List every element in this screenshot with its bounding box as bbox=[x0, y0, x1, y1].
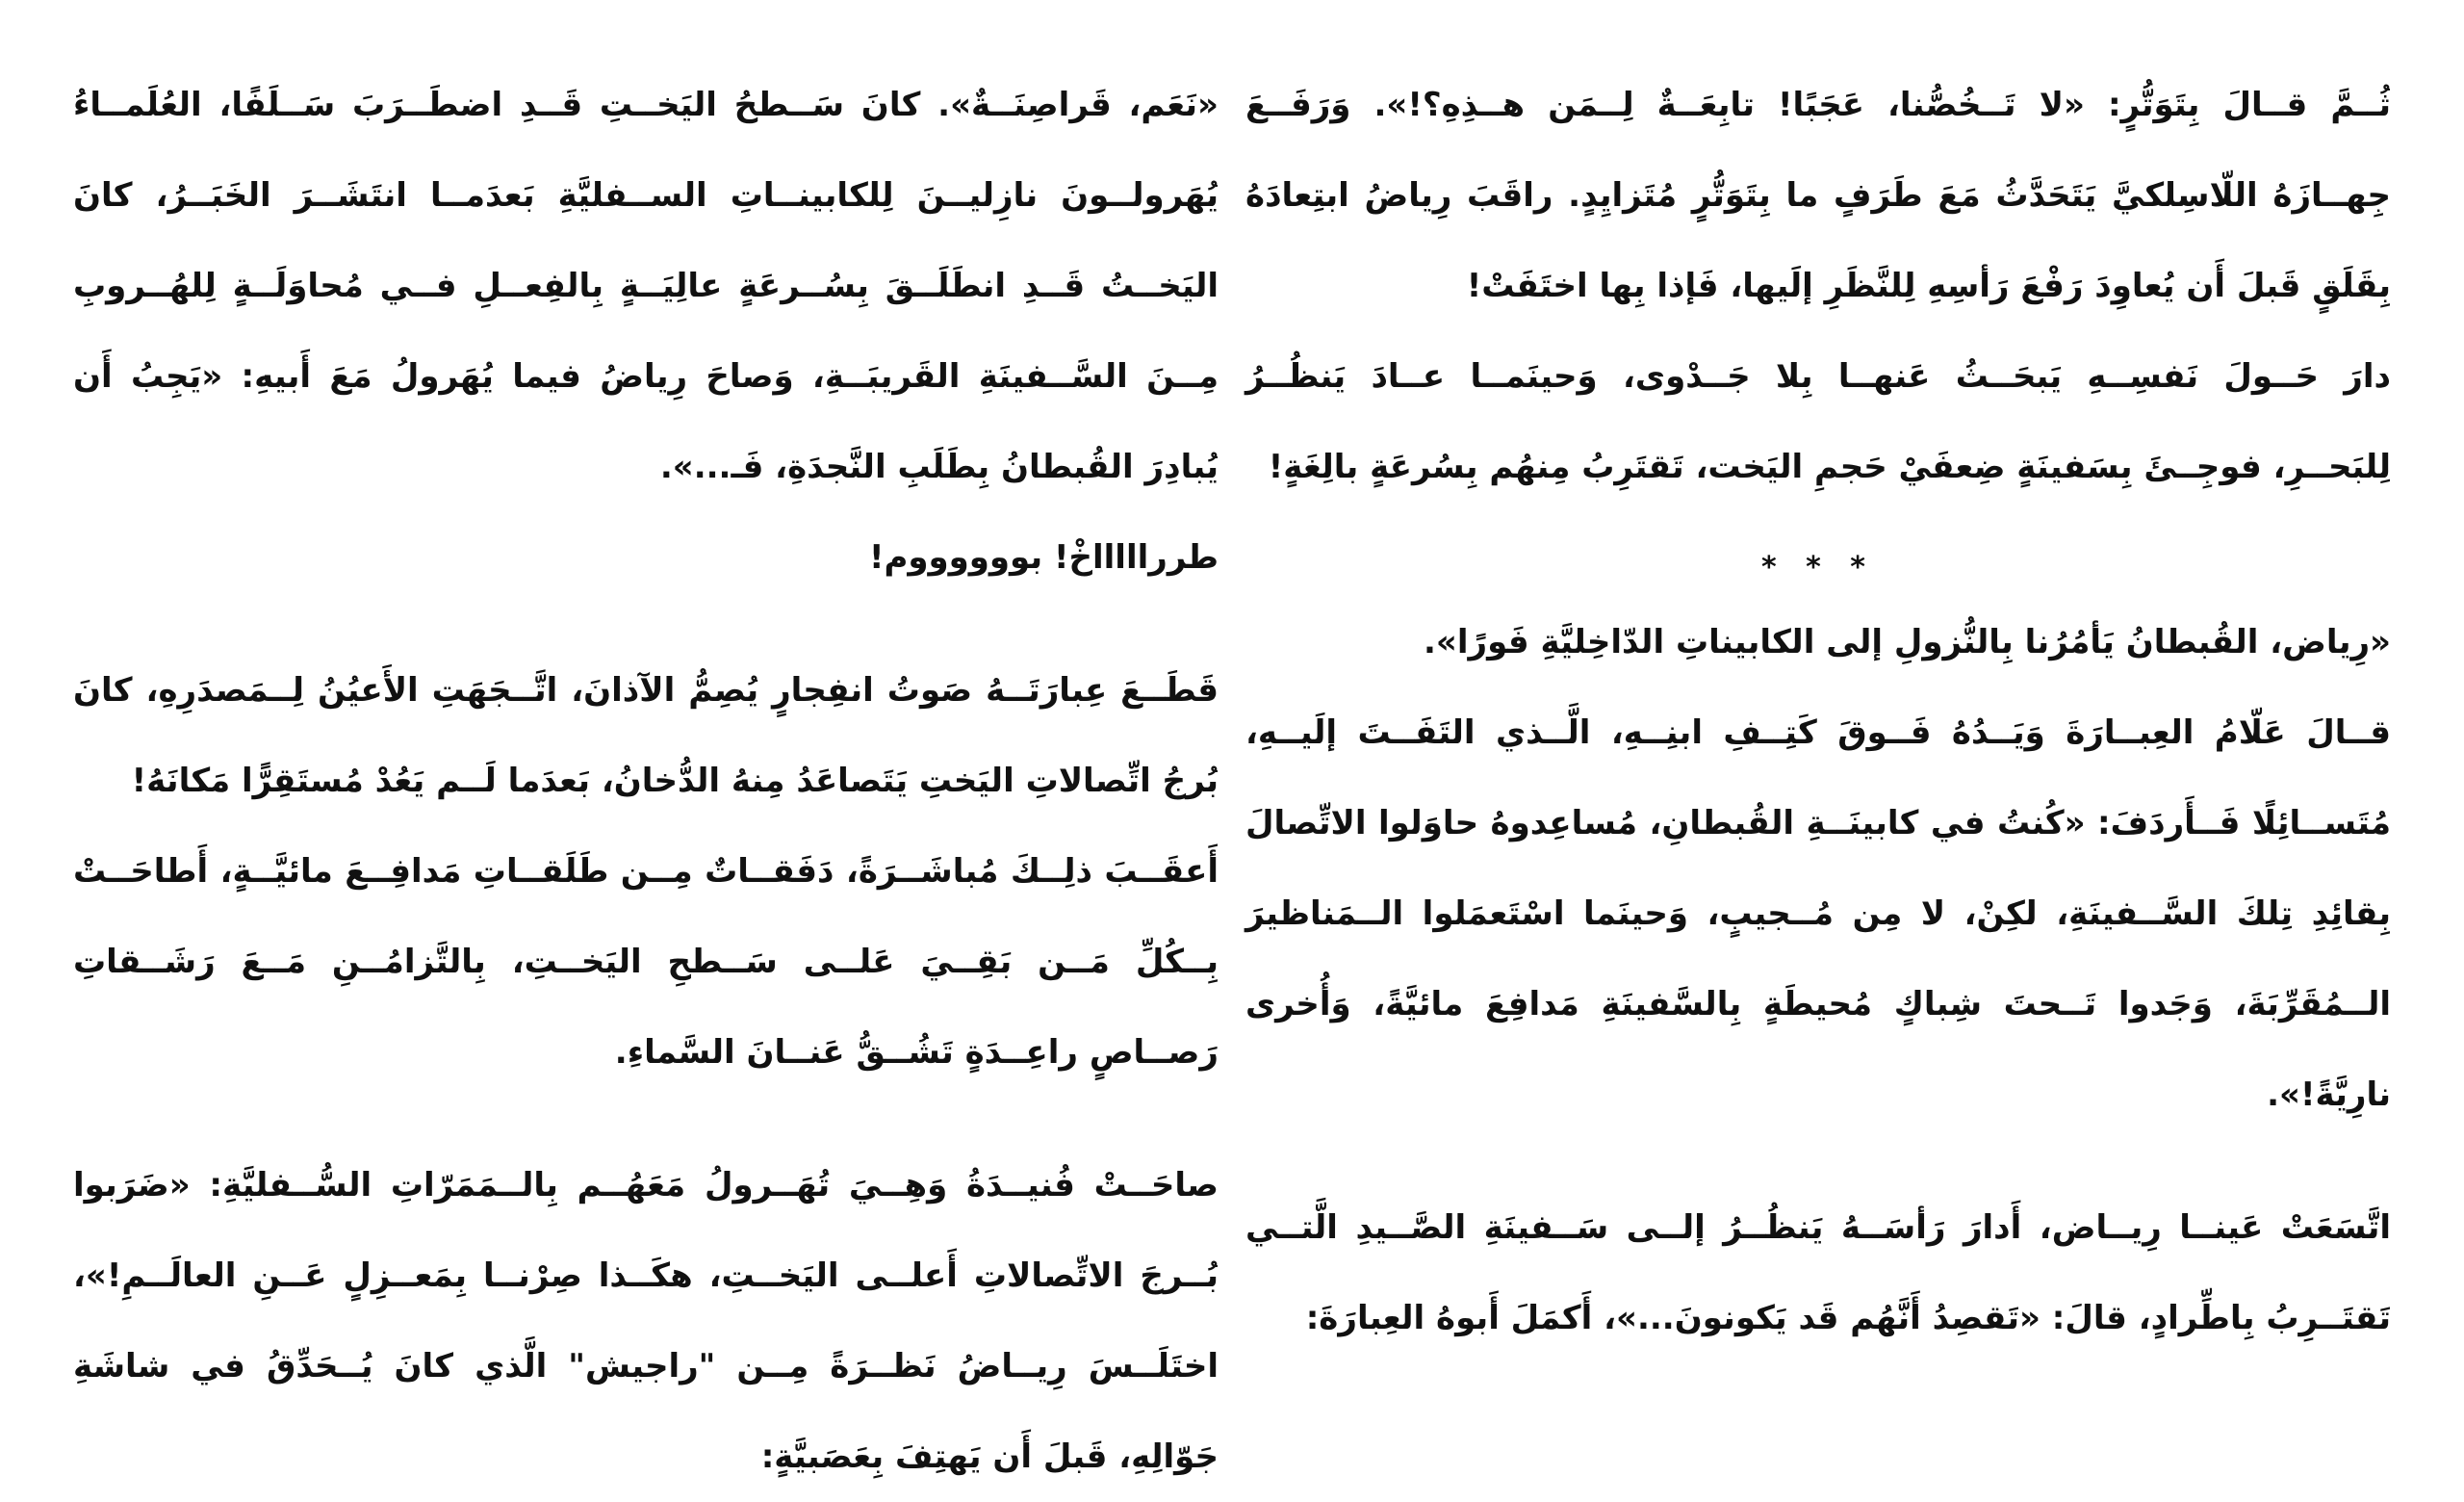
spacer bbox=[1245, 512, 2391, 539]
paragraph: «نَعَم، قَراصِنَــةٌ». كانَ سَــطحُ اليَخــتِ قَــدِ اضطَــرَبَ سَــلَفًا، العُلَمــاءُ يُهَرولــونَ نازِليــنَ لِلكابينــاتِ الســفليَّةِ بَعدَمــا انتَشَــرَ الخَبَــرُ، كانَ اليَخــتُ قَــدِ انطَلَــقَ بِسُــرعَةٍ عالِيَــةٍ بِالفِعــلِ فــي مُحاوَلَــةٍ لِلهُــروبِ مِــنَ السَّــفينَةِ القَريبَــةِ، وَصاحَ رِياضُ فيما يُهَرولُ مَعَ أَبيهِ: «يَجِبُ أَن يُبادِرَ القُبطانُ بِطَلَبِ النَّجدَةِ، فَـ...». bbox=[73, 86, 1219, 486]
spacer bbox=[73, 1098, 1219, 1140]
paragraph: طرراااااخْ! بووووووم! bbox=[868, 538, 1219, 577]
paragraph: قــالَ عَلّامُ العِبــارَةَ وَيَــدُهُ فَــوقَ كَتِــفِ ابنِــهِ، الَّــذي التَفَــتَ إلَيــهِ، مُتَســائِلًا فَــأَردَفَ: «كُنتُ في كابينَــةِ القُبطانِ، مُساعِدوهُ حاوَلوا الاتِّصالَ بِقائِدِ تِلكَ السَّــفينَةِ، لكِنْ، لا مِن مُــجيبٍ، وَحينَما اسْتَعمَلوا الــمَناظيرَ الــمُقَرِّبَةَ، وَجَدوا تَــحتَ شِباكٍ مُحيطَةٍ بِالسَّفينَةِ مَدافِعَ مائيَّةً، وَأُخرى نارِيَّةً!». bbox=[1245, 713, 2391, 1114]
paragraph: ثُــمَّ قــالَ بِتَوَتُّرٍ: «لا تَــخُصُّنا، عَجَبًا! تابِعَــةٌ لِــمَن هــذِهِ؟!». وَرَفَــعَ جِهــازَهُ اللّاسِلكيَّ يَتَحَدَّثُ مَعَ طَرَفٍ ما بِتَوَتُّرٍ مُتَزايِدٍ. راقَبَ رِياضُ ابتِعادَهُ بِقَلَقٍ قَبلَ أَن يُعاوِدَ رَفْعَ رَأسِهِ لِلنَّظَرِ إلَيها، فَإذا بِها اختَفَتْ! bbox=[1245, 86, 2391, 305]
left-column bbox=[73, 60, 1219, 1476]
paragraph: صاحَــتْ فُنيــدَةُ وَهِــيَ تُهَــرولُ مَعَهُــم بِالــمَمَرّاتِ السُّــفليَّةِ: «ضَرَبوا بُــرجَ الاتِّصالاتِ أَعلــى اليَخــتِ، هكَــذا صِرْنــا بِمَعــزِلٍ عَــنِ العالَــمِ!»، اختَلَــسَ رِيــاضُ نَظــرَةً مِــن "راجيش" الَّذي كانَ يُــحَدِّقُ في شاشَةِ جَوّالِهِ، قَبلَ أَن يَهتِفَ بِعَصَبيَّةٍ: bbox=[73, 1166, 1219, 1476]
paragraph: اتَّسَعَتْ عَينــا رِيــاض، أَدارَ رَأسَــهُ يَنظُــرُ إلــى سَــفينَةِ الصَّــيدِ الَّتــي تَقتَــرِبُ بِاطِّرادٍ، قالَ: «تَقصِدُ أَنَّهُم قَد يَكونونَ...»، أَكمَلَ أَبوهُ العِبارَةَ: bbox=[1245, 1208, 2391, 1337]
paragraph: دارَ حَــولَ نَفسِــهِ يَبحَــثُ عَنهــا بِلا جَــدْوى، وَحينَمــا عــادَ يَنظُــرُ لِلبَحــرِ، فوجِــئَ بِسَفينَةٍ ضِعفَيْ حَجمِ اليَخت، تَقتَرِبُ مِنهُم بِسُرعَةٍ بالِغَةٍ! bbox=[1245, 357, 2391, 486]
spacer bbox=[73, 603, 1219, 645]
spacer bbox=[1245, 1140, 2391, 1182]
section-separator: * * * bbox=[1761, 551, 1875, 584]
right-column bbox=[1245, 60, 2391, 1386]
paragraph: «رِياض، القُبطانُ يَأمُرُنا بِالنُّزولِ إلى الكابيناتِ الدّاخِليَّةِ فَورًا». bbox=[1423, 623, 2391, 661]
paragraph: أَعقَــبَ ذلِــكَ مُباشَــرَةً، دَفَقــاتٌ مِــن طَلَقــاتِ مَدافِــعَ مائيَّــةٍ، أَطاحَــتْ بِــكُلِّ مَــن بَقِــيَ عَلــى سَــطحِ اليَخــتِ، بِالتَّزامُــنِ مَــعَ رَشَــقاتِ رَصــاصٍ راعِــدَةٍ تَشُــقُّ عَنــانَ السَّماءِ. bbox=[73, 852, 1219, 1072]
paragraph: قَطَــعَ عِبارَتَــهُ صَوتُ انفِجارٍ يُصِمُّ الآذانَ، اتَّــجَهَتِ الأَعيُنُ لِــمَصدَرِهِ، كانَ بُرجُ اتِّصالاتِ اليَختِ يَتَصاعَدُ مِنهُ الدُّخانُ، بَعدَما لَــم يَعُدْ مُستَقِرًّا مَكانَهُ! bbox=[73, 671, 1219, 800]
